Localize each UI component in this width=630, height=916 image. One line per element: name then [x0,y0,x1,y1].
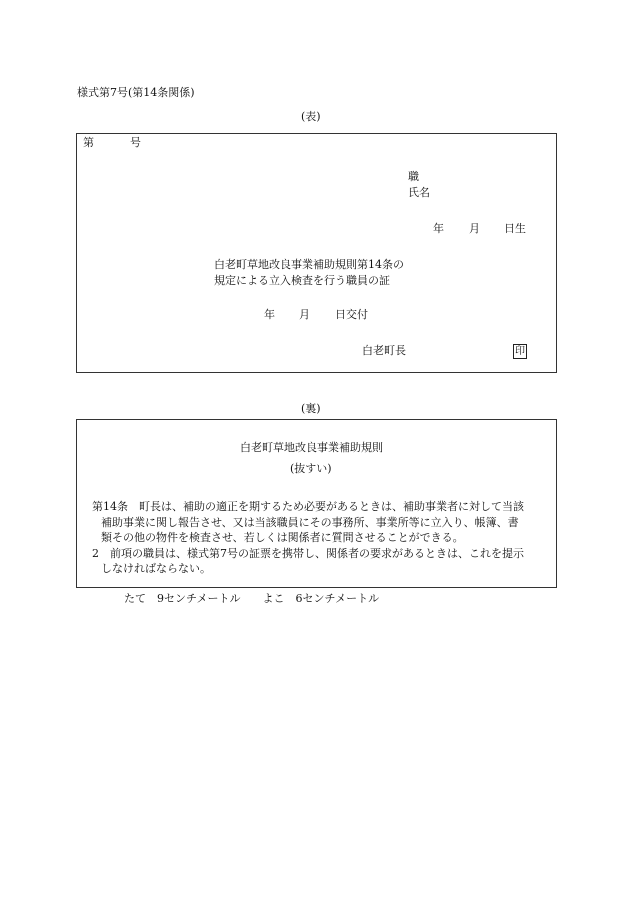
para2-line-1: 2 前項の職員は、様式第7号の証票を携帯し、関係者の要求があるときは、これを提示 [92,547,524,560]
excerpt-label: (抜すい) [290,462,332,475]
shimei-label: 氏名 [408,186,430,199]
cert-line-2: 規定による立入検査を行う職員の証 [214,274,390,287]
front-card [76,133,557,373]
article-line-1: 第14条 町長は、補助の適正を期するため必要があるときは、補助事業者に対して当該 [92,500,524,513]
seal-mark: 印 [515,346,525,357]
rule-title: 白老町草地改良事業補助規則 [240,441,383,454]
article-line-3: 類その他の物件を検査させ、若しくは関係者に質問させることができる。 [101,531,464,544]
number-go: 号 [130,136,141,149]
birth-year: 年 [433,222,444,235]
front-label: (表) [301,110,321,123]
issue-month: 月 [299,308,310,321]
form-title: 様式第7号(第14条関係) [77,86,195,99]
size-note: たて 9センチメートル よこ 6センチメートル [124,592,380,605]
article-line-2: 補助事業に関し報告させ、又は当該職員にその事務所、事業所等に立入り、帳簿、書 [101,516,519,529]
back-label: (裏) [301,402,321,415]
issuer: 白老町長 [362,344,406,357]
issue-year: 年 [264,308,275,321]
number-dai: 第 [83,136,94,149]
para2-line-2: しなければならない。 [101,562,211,575]
cert-line-1: 白老町草地改良事業補助規則第14条の [214,258,404,271]
back-card [76,419,557,588]
shoku-label: 職 [408,170,419,183]
birth-month: 月 [469,222,480,235]
birth-day: 日生 [504,222,526,235]
issue-day: 日交付 [335,308,368,321]
